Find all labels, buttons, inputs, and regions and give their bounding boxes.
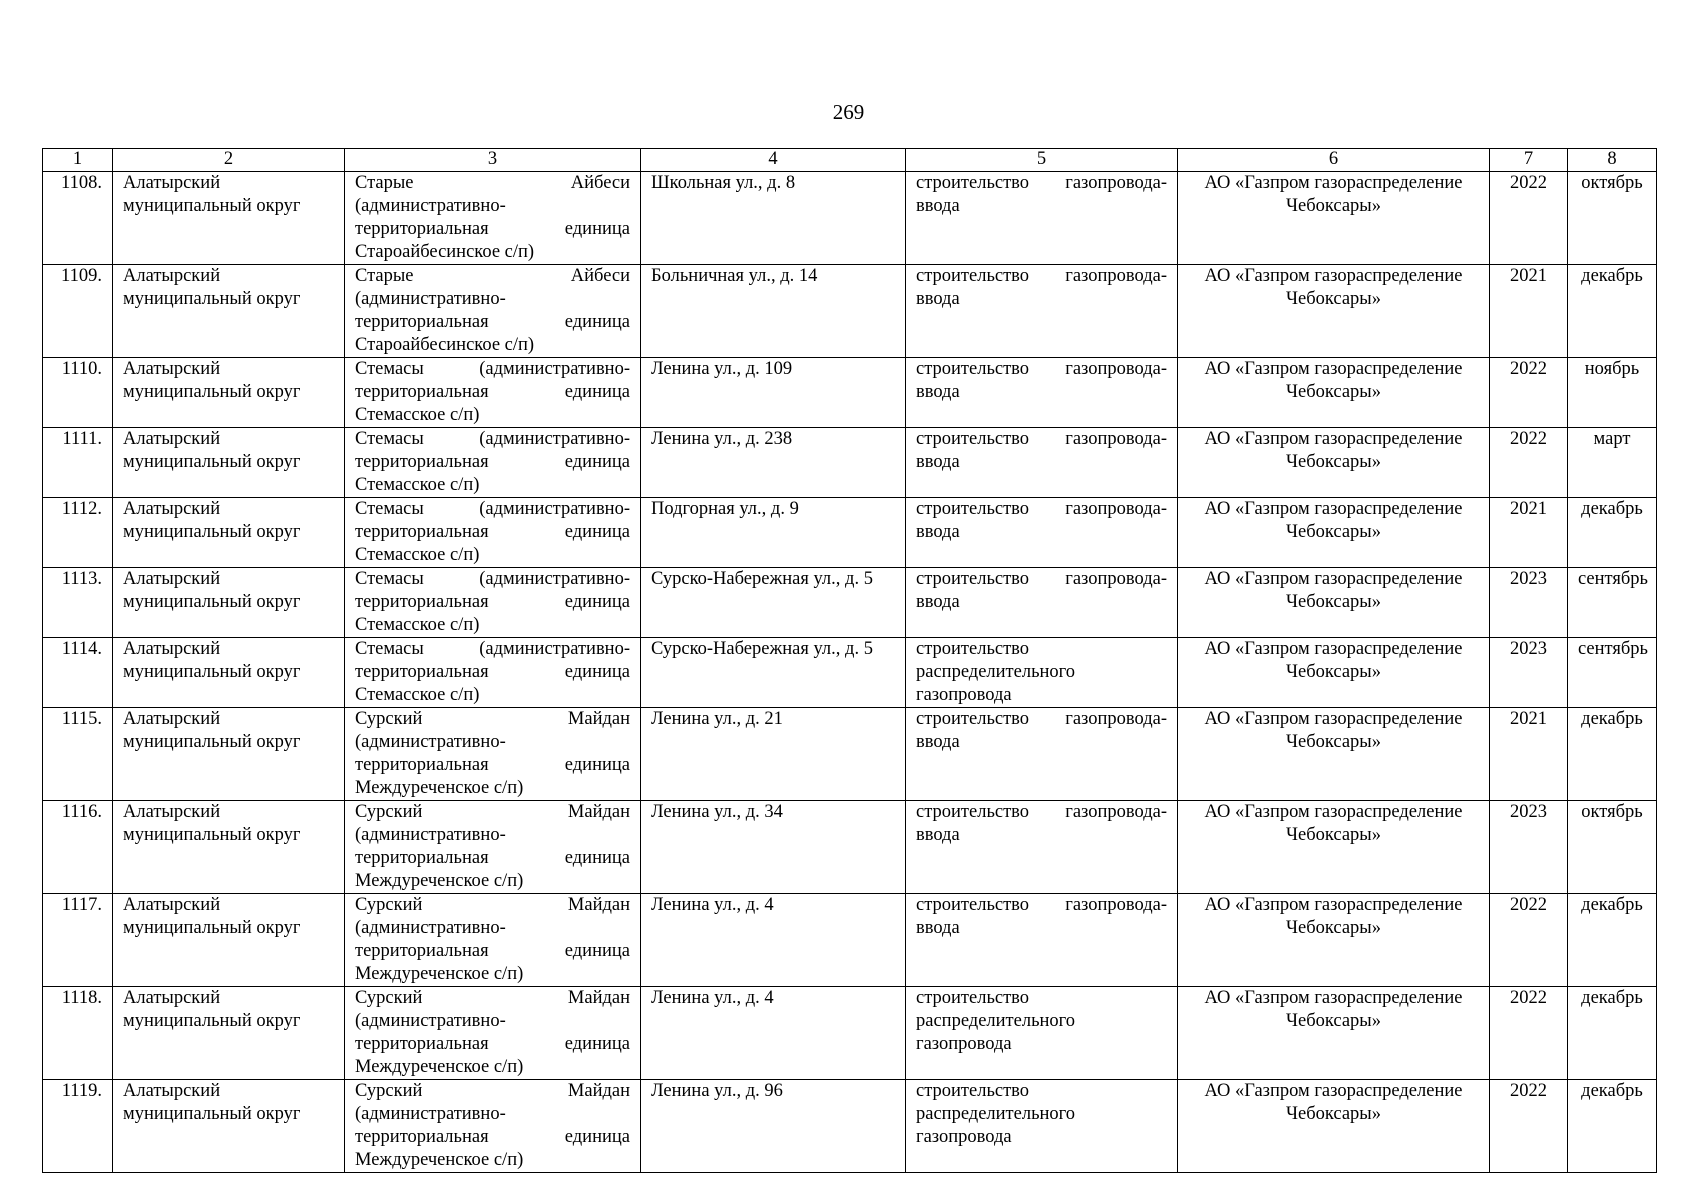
cell-organization: АО «Газпром газораспределение Чебоксары» (1178, 568, 1490, 638)
cell-address: Сурско-Набережная ул., д. 5 (641, 568, 906, 638)
cell-month: октябрь (1568, 801, 1657, 894)
cell-organization: АО «Газпром газораспределение Чебоксары» (1178, 801, 1490, 894)
cell-settlement: Стемасы (административно-территориальная единица Стемасское с/п) (345, 498, 641, 568)
cell-municipality: Алатырский муниципальный округ (113, 987, 345, 1080)
cell-organization: АО «Газпром газораспределение Чебоксары» (1178, 1080, 1490, 1173)
cell-month: декабрь (1568, 1080, 1657, 1173)
cell-address: Ленина ул., д. 238 (641, 428, 906, 498)
column-header-4: 4 (641, 149, 906, 172)
cell-address: Подгорная ул., д. 9 (641, 498, 906, 568)
cell-settlement: Старые Айбеси (административно-территориальная единица Староайбесинское с/п) (345, 172, 641, 265)
cell-municipality: Алатырский муниципальный округ (113, 428, 345, 498)
cell-month: декабрь (1568, 265, 1657, 358)
cell-work-type: строительство распределительного газопровода (906, 987, 1178, 1080)
cell-work-type: строительство газопровода-ввода (906, 568, 1178, 638)
cell-month: сентябрь (1568, 568, 1657, 638)
cell-municipality: Алатырский муниципальный округ (113, 265, 345, 358)
cell-work-type: строительство газопровода-ввода (906, 265, 1178, 358)
cell-municipality: Алатырский муниципальный округ (113, 568, 345, 638)
cell-address: Ленина ул., д. 96 (641, 1080, 906, 1173)
header-row (43, 149, 1657, 172)
cell-month: ноябрь (1568, 358, 1657, 428)
cell-work-type: строительство распределительного газопровода (906, 638, 1178, 708)
cell-row-number: 1108. (43, 172, 113, 265)
cell-row-number: 1117. (43, 894, 113, 987)
cell-year: 2023 (1490, 568, 1568, 638)
cell-month: март (1568, 428, 1657, 498)
cell-address: Больничная ул., д. 14 (641, 265, 906, 358)
cell-settlement: Старые Айбеси (административно-территориальная единица Староайбесинское с/п) (345, 265, 641, 358)
cell-work-type: строительство газопровода-ввода (906, 498, 1178, 568)
table-row (43, 801, 1657, 894)
page-number: 269 (832, 100, 865, 124)
cell-row-number: 1110. (43, 358, 113, 428)
cell-organization: АО «Газпром газораспределение Чебоксары» (1178, 172, 1490, 265)
table-row (43, 498, 1657, 568)
cell-organization: АО «Газпром газораспределение Чебоксары» (1178, 428, 1490, 498)
cell-settlement: Сурский Майдан (административно-территориальная единица Междуреченское с/п) (345, 987, 641, 1080)
cell-month: октябрь (1568, 172, 1657, 265)
cell-municipality: Алатырский муниципальный округ (113, 1080, 345, 1173)
cell-address: Сурско-Набережная ул., д. 5 (641, 638, 906, 708)
cell-row-number: 1109. (43, 265, 113, 358)
column-header-7: 7 (1490, 149, 1568, 172)
cell-month: декабрь (1568, 894, 1657, 987)
cell-year: 2022 (1490, 987, 1568, 1080)
table-row (43, 428, 1657, 498)
cell-municipality: Алатырский муниципальный округ (113, 172, 345, 265)
cell-row-number: 1114. (43, 638, 113, 708)
cell-work-type: строительство распределительного газопровода (906, 1080, 1178, 1173)
cell-organization: АО «Газпром газораспределение Чебоксары» (1178, 987, 1490, 1080)
cell-row-number: 1115. (43, 708, 113, 801)
column-header-3: 3 (345, 149, 641, 172)
cell-work-type: строительство газопровода-ввода (906, 708, 1178, 801)
cell-organization: АО «Газпром газораспределение Чебоксары» (1178, 638, 1490, 708)
cell-year: 2023 (1490, 638, 1568, 708)
cell-year: 2021 (1490, 265, 1568, 358)
table-row (43, 638, 1657, 708)
cell-year: 2021 (1490, 498, 1568, 568)
cell-row-number: 1118. (43, 987, 113, 1080)
cell-year: 2022 (1490, 358, 1568, 428)
cell-municipality: Алатырский муниципальный округ (113, 708, 345, 801)
table-row (43, 568, 1657, 638)
cell-work-type: строительство газопровода-ввода (906, 894, 1178, 987)
cell-row-number: 1112. (43, 498, 113, 568)
column-header-6: 6 (1178, 149, 1490, 172)
table-row (43, 708, 1657, 801)
cell-address: Ленина ул., д. 109 (641, 358, 906, 428)
table-row (43, 987, 1657, 1080)
cell-municipality: Алатырский муниципальный округ (113, 358, 345, 428)
cell-work-type: строительство газопровода-ввода (906, 358, 1178, 428)
cell-work-type: строительство газопровода-ввода (906, 172, 1178, 265)
cell-year: 2022 (1490, 428, 1568, 498)
cell-month: декабрь (1568, 987, 1657, 1080)
column-header-2: 2 (113, 149, 345, 172)
cell-year: 2022 (1490, 894, 1568, 987)
cell-year: 2023 (1490, 801, 1568, 894)
cell-settlement: Стемасы (административно-территориальная единица Стемасское с/п) (345, 428, 641, 498)
cell-settlement: Сурский Майдан (административно-территориальная единица Междуреченское с/п) (345, 801, 641, 894)
cell-month: сентябрь (1568, 638, 1657, 708)
cell-row-number: 1116. (43, 801, 113, 894)
table-row (43, 172, 1657, 265)
cell-address: Ленина ул., д. 21 (641, 708, 906, 801)
table-row (43, 265, 1657, 358)
cell-address: Ленина ул., д. 34 (641, 801, 906, 894)
cell-municipality: Алатырский муниципальный округ (113, 894, 345, 987)
cell-address: Школьная ул., д. 8 (641, 172, 906, 265)
cell-municipality: Алатырский муниципальный округ (113, 801, 345, 894)
cell-address: Ленина ул., д. 4 (641, 894, 906, 987)
cell-settlement: Стемасы (административно-территориальная единица Стемасское с/п) (345, 568, 641, 638)
column-header-1: 1 (43, 149, 113, 172)
cell-organization: АО «Газпром газораспределение Чебоксары» (1178, 358, 1490, 428)
cell-organization: АО «Газпром газораспределение Чебоксары» (1178, 265, 1490, 358)
cell-municipality: Алатырский муниципальный округ (113, 638, 345, 708)
cell-settlement: Стемасы (административно-территориальная единица Стемасское с/п) (345, 358, 641, 428)
cell-row-number: 1113. (43, 568, 113, 638)
cell-settlement: Сурский Майдан (административно-территориальная единица Междуреченское с/п) (345, 1080, 641, 1173)
cell-settlement: Стемасы (административно-территориальная единица Стемасское с/п) (345, 638, 641, 708)
table-row (43, 1080, 1657, 1173)
table-row (43, 894, 1657, 987)
cell-year: 2022 (1490, 172, 1568, 265)
column-header-8: 8 (1568, 149, 1657, 172)
cell-work-type: строительство газопровода-ввода (906, 801, 1178, 894)
cell-work-type: строительство газопровода-ввода (906, 428, 1178, 498)
cell-settlement: Сурский Майдан (административно-территориальная единица Междуреченское с/п) (345, 708, 641, 801)
column-header-5: 5 (906, 149, 1178, 172)
cell-year: 2022 (1490, 1080, 1568, 1173)
cell-month: декабрь (1568, 498, 1657, 568)
cell-organization: АО «Газпром газораспределение Чебоксары» (1178, 894, 1490, 987)
table-body (43, 172, 1657, 1173)
cell-row-number: 1111. (43, 428, 113, 498)
cell-address: Ленина ул., д. 4 (641, 987, 906, 1080)
cell-municipality: Алатырский муниципальный округ (113, 498, 345, 568)
cell-month: декабрь (1568, 708, 1657, 801)
cell-settlement: Сурский Майдан (административно-территориальная единица Междуреченское с/п) (345, 894, 641, 987)
register-table (42, 148, 1657, 1173)
cell-year: 2021 (1490, 708, 1568, 801)
table-row (43, 358, 1657, 428)
cell-organization: АО «Газпром газораспределение Чебоксары» (1178, 498, 1490, 568)
cell-organization: АО «Газпром газораспределение Чебоксары» (1178, 708, 1490, 801)
cell-row-number: 1119. (43, 1080, 113, 1173)
